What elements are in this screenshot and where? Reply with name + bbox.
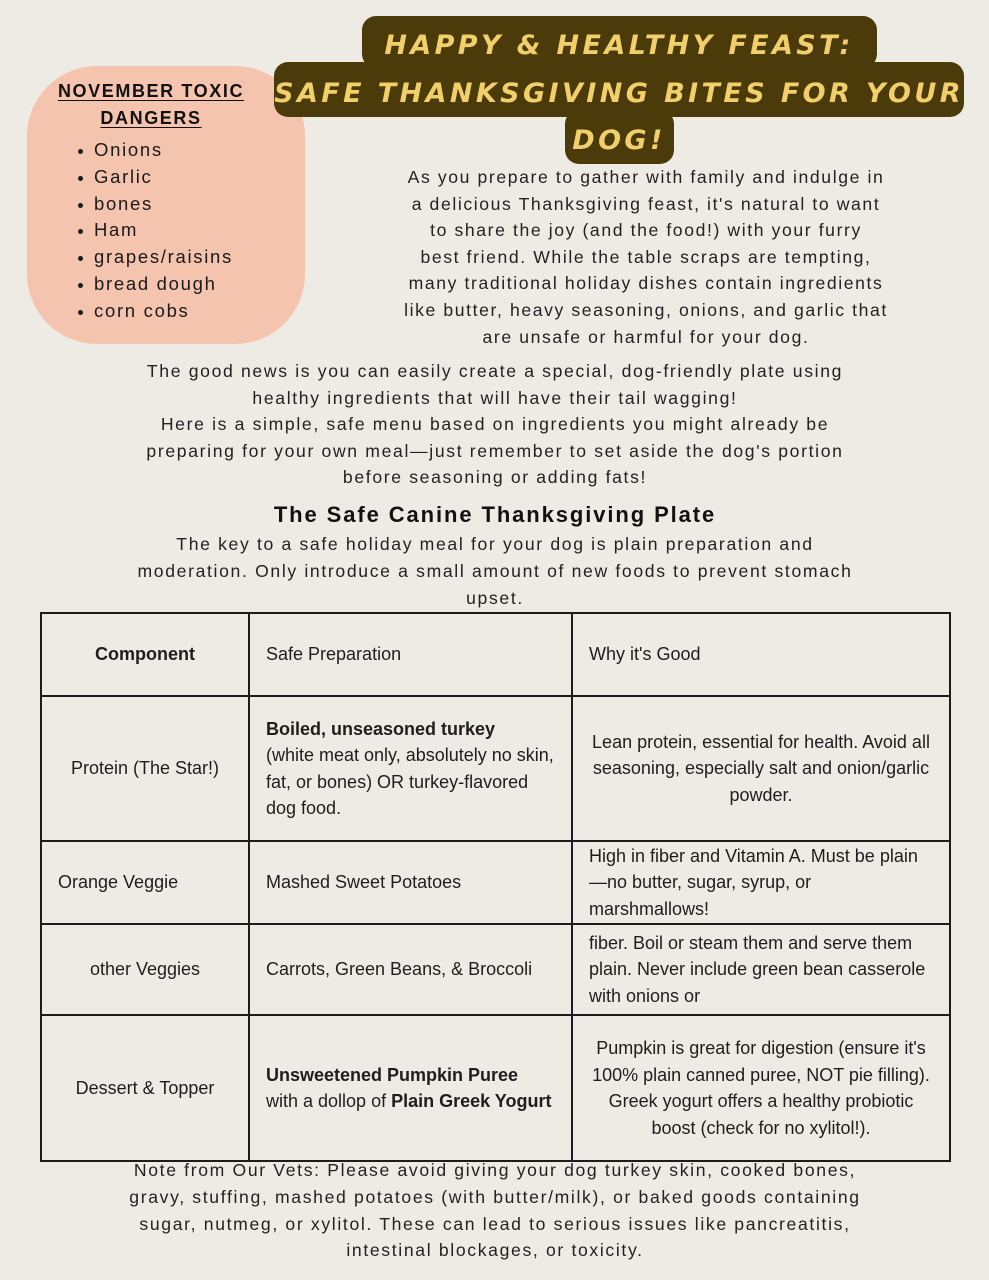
- header-cell-why-good: Why it's Good: [572, 613, 950, 696]
- table-row: [41, 1015, 950, 1161]
- list-item: bread dough: [94, 271, 233, 298]
- toxic-dangers-list: [94, 137, 233, 325]
- text-line: a delicious Thanksgiving feast, it's natural to want: [411, 193, 881, 214]
- list-item: grapes/raisins: [94, 244, 233, 271]
- vet-note: [15, 1157, 975, 1264]
- text-line: like butter, heavy seasoning, onions, and garlic that: [404, 299, 888, 320]
- cell-why: Pumpkin is great for digestion (ensure it's 100% plain canned puree, NOT pie filling). Greek yogurt offers a healthy probiotic boost (check for no xylitol!).: [572, 1015, 950, 1161]
- toxic-dangers-title: [38, 78, 264, 132]
- text-line: The key to a safe holiday meal for your dog is plain preparation and: [176, 534, 814, 554]
- list-item: Ham: [94, 217, 233, 244]
- text-line: As you prepare to gather with family and indulge in: [407, 167, 885, 187]
- prep-bold-text: Boiled, unseasoned turkey: [266, 718, 496, 739]
- text-line: gravy, stuffing, mashed potatoes (with butter/milk), or baked goods containing: [129, 1186, 861, 1207]
- cell-why: fiber. Boil or steam them and serve them plain. Never include green bean casserole with onions or: [572, 924, 950, 1015]
- intro-paragraph: [344, 164, 948, 350]
- text-line: preparing for your own meal—just remember to set aside the dog's portion: [146, 440, 844, 461]
- cell-component: Protein (The Star!): [41, 696, 249, 841]
- title-line: DOG!: [572, 125, 666, 156]
- list-item: corn cobs: [94, 298, 233, 325]
- cell-why: Lean protein, essential for health. Avoid all seasoning, especially salt and onion/garlic powder.: [572, 696, 950, 841]
- good-news-paragraph: [20, 358, 970, 491]
- table-row: [41, 696, 950, 841]
- cell-why: High in fiber and Vitamin A. Must be plain—no butter, sugar, syrup, or marshmallows!: [572, 841, 950, 924]
- cell-preparation: Carrots, Green Beans, & Broccoli: [249, 924, 572, 1015]
- cell-preparation: [249, 696, 572, 841]
- table-row: [41, 841, 950, 924]
- cell-component: Dessert & Topper: [41, 1015, 249, 1161]
- list-item: Garlic: [94, 164, 233, 191]
- toxic-title-line1: NOVEMBER TOXIC: [57, 81, 245, 101]
- list-item: bones: [94, 191, 233, 218]
- text-line: moderation. Only introduce a small amount of new foods to prevent stomach: [137, 560, 853, 581]
- section-heading: The Safe Canine Thanksgiving Plate: [273, 502, 717, 527]
- text-line: upset.: [466, 587, 524, 608]
- cell-component: Orange Veggie: [41, 841, 249, 924]
- text-line: healthy ingredients that will have their tail wagging!: [252, 387, 738, 408]
- header-cell-safe-preparation: Safe Preparation: [249, 613, 572, 696]
- prep-text: with a dollop of: [266, 1091, 392, 1111]
- header-cell-component: Component: [41, 613, 249, 696]
- table-header-row: [41, 613, 950, 696]
- title-line: SAFE THANKSGIVING BITES FOR YOUR: [274, 77, 964, 109]
- text-line: The good news is you can easily create a special, dog-friendly plate using: [146, 361, 844, 381]
- text-line: many traditional holiday dishes contain ingredients: [408, 273, 884, 294]
- text-line: sugar, nutmeg, or xylitol. These can lead to serious issues like pancreatitis,: [139, 1213, 851, 1234]
- text-line: to share the joy (and the food!) with your furry: [430, 220, 862, 241]
- cell-component: other Veggies: [41, 924, 249, 1015]
- cell-preparation: [249, 1015, 572, 1161]
- prep-bold-text: Plain Greek Yogurt: [391, 1091, 552, 1111]
- text-line: before seasoning or adding fats!: [342, 467, 648, 488]
- text-line: intestinal blockages, or toxicity.: [346, 1240, 644, 1261]
- page-title: [274, 22, 964, 165]
- cell-preparation: Mashed Sweet Potatoes: [249, 841, 572, 924]
- text-line: are unsafe or harmful for your dog.: [482, 326, 810, 347]
- prep-text: (white meat only, absolutely no skin, fat, or bones) OR turkey-flavored dog food.: [266, 745, 554, 818]
- text-line: Here is a simple, safe menu based on ingredients you might already be: [160, 414, 830, 435]
- toxic-title-line2: DANGERS: [100, 108, 202, 128]
- table-row: [41, 924, 950, 1015]
- prep-bold-text: Unsweetened Pumpkin Puree: [266, 1064, 519, 1085]
- text-line: best friend. While the table scraps are tempting,: [420, 246, 872, 267]
- list-item: Onions: [94, 137, 233, 164]
- safe-plate-table: [40, 612, 951, 1162]
- title-line: HAPPY & HEALTHY FEAST:: [384, 30, 854, 61]
- text-line: Note from Our Vets: Please avoid giving your dog turkey skin, cooked bones,: [133, 1160, 857, 1180]
- section-subtitle: [20, 531, 970, 611]
